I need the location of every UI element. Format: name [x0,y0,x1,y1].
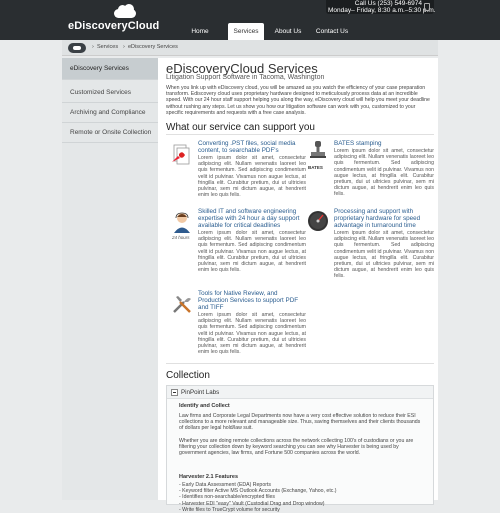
contact-info [328,0,436,14]
features-heading: Harvester 2.1 Features [179,474,239,480]
breadcrumb [62,40,438,56]
stamp-icon-label: BATES [308,165,323,170]
service-item [198,208,306,273]
service-item [334,140,434,198]
service-title[interactable]: Skilled IT and software engineering expertise with 24 hour a day support available for critical deadlines [198,208,300,229]
section-title: What our service can support you [166,122,315,133]
breadcrumb-services[interactable]: Services [97,44,119,50]
breadcrumb-current: eDiscovery Services [128,44,178,50]
collection-panel-header[interactable] [167,386,433,399]
features-list [179,482,337,513]
sidebar-item-ediscovery-services[interactable]: eDiscovery Services [62,58,158,80]
sidebar-item-archiving-compliance[interactable]: Archiving and Compliance [62,103,158,123]
phone-number: Call Us (253) 549-6974 [354,0,422,7]
service-body: Lorem ipsum dolor sit amet, consectetur adipiscing elit. Nullam venenatis laoreet leo quis fermentum. Sed adipiscing condimentum velit id pulvinar. Vivamus non augue lectus, at fringilla elit. Curabitur pretium, dui ut ultricies pulvinar, sem mi dictum augue, at hendrerit enim leo quis felis. [198,155,306,199]
site-header [0,0,500,40]
pdf-convert-icon [170,142,194,166]
divider [166,363,434,364]
page-subtitle: Litigation Support Software in Tacoma, Washington [166,74,325,81]
service-body: Lorem ipsum dolor sit amet, consectetur adipiscing elit. Nullam venenatis laoreet leo quis fermentum. Sed adipiscing condimentum velit id pulvinar. Vivamus non augue lectus, at fringilla elit. Curabitur pretium, dui ut ultricies pulvinar, sem mi dictum augue, at hendrerit enim leo quis felis. [334,148,434,198]
phone-icon [424,3,430,11]
cloud-icon [114,4,136,18]
service-item [334,208,434,280]
collection-paragraph: Law firms and Corporate Legal Departments now have a very cost effective solution to reduce their ESI collections to a more relevant and manageable size. Thus, saving themselves and their clients thousands of dollars per legal hold/law suit. [179,413,421,432]
service-title[interactable]: BATES stamping [334,140,382,147]
panel-label: PinPoint Labs [181,389,220,396]
home-icon[interactable] [68,43,86,53]
service-body: Lorem ipsum dolor sit amet, consectetur adipiscing elit. Nullam venenatis laoreet leo quis fermentum. Sed adipiscing condimentum velit id pulvinar. Vivamus non augue lectus, at fringilla elit. Curabitur pretium, dui ut ultricies pulvinar, sem mi dictum augue, at hendrerit enim leo quis felis. [198,312,306,356]
main-content [158,58,438,513]
collection-panel [166,385,434,513]
list-item: - Identifies non-searchable/encrypted files [179,494,276,501]
intro-paragraph: When you link up with eDiscovery cloud, you will be amazed as you watch the efficiency of your case preparation transform. Ediscovery cloud uses proprietary hardware designed to meticulously process data at an incredible speed. With our 24 hour staff support helping you along the way, eDiscovery cloud will help you meet your deadline without rushing any steps. Let us show you how our litigation software can work with you, customized to your specific requirements and requests with a free case analysis. [166,85,430,116]
list-item: - Harvester EDI "easy" Vault (Custodial Drag and Drop window) [179,500,325,507]
logo-text: eDiscoveryCloud [68,20,160,32]
collection-subheading: Identify and Collect [179,403,230,409]
nav-about-us[interactable]: About Us [274,28,302,35]
service-body: Lorem ipsum dolor sit amet, consectetur adipiscing elit. Nullam venenatis laoreet leo quis fermentum. Sed adipiscing condimentum velit id pulvinar. Vivamus non augue lectus, at fringilla elit. Curabitur pretium, dui ut ultricies pulvinar, sem mi dictum augue, at hendrerit enim leo quis felis. [334,230,434,280]
list-item: - Early Data Assessment (EDA) Reports [179,482,271,488]
nav-contact-us[interactable]: Contact Us [315,28,349,35]
service-item [198,290,306,355]
breadcrumb-arrow: › [92,44,94,50]
service-title[interactable]: Processing and support with proprietary hardware for speed advantage in turnaround time [334,208,421,229]
tools-icon [170,292,194,316]
service-item [198,140,306,198]
contact-info-box [326,0,434,14]
office-hours: Monday– Friday, 8:30 a.m.–5:30 p.m. [328,7,436,14]
site-logo[interactable] [68,4,176,34]
speedometer-icon [306,208,330,232]
support-icon-label: 24 hours [172,235,190,240]
divider [166,134,434,135]
collection-title: Collection [166,370,210,381]
list-item: - Keyword filter Active MS Outlook Accounts (Exchange, Yahoo, etc.) [179,488,337,495]
collapse-icon[interactable] [171,389,178,396]
list-item: - Write files to TrueCrypt volume for security [179,506,280,513]
service-body: Lorem ipsum dolor sit amet, consectetur adipiscing elit. Nullam venenatis laoreet leo quis fermentum. Sed adipiscing condimentum velit id pulvinar. Vivamus non augue lectus, at fringilla elit. Curabitur pretium, dui ut ultricies pulvinar, sem mi dictum augue, at hendrerit enim leo quis felis. [198,230,306,274]
nav-services[interactable]: Services [228,23,264,40]
service-title[interactable]: Converting .PST files, social media content, to searchable PDF's [198,140,296,154]
collection-paragraph: Whether you are doing remote collections across the network collecting 100's of custodians or you are filtering your collection down by keyword searching you can see why Harvester is being used by government agencies, law firms, and Fortune 500 companies across the world. [179,438,414,457]
service-title[interactable]: Tools for Native Review, and Production Services to support PDF and TIFF [198,290,299,311]
stamp-icon [306,140,330,164]
sidebar-item-customized-services[interactable]: Customized Services [62,83,158,103]
nav-home[interactable]: Home [191,28,209,35]
sidebar-item-remote-onsite-collection[interactable]: Remote or Onsite Collection [62,123,158,143]
breadcrumb-arrow: › [123,44,125,50]
sidebar [62,58,158,500]
support-agent-icon [170,210,194,234]
page-title: eDiscoveryCloud Services [166,61,318,76]
